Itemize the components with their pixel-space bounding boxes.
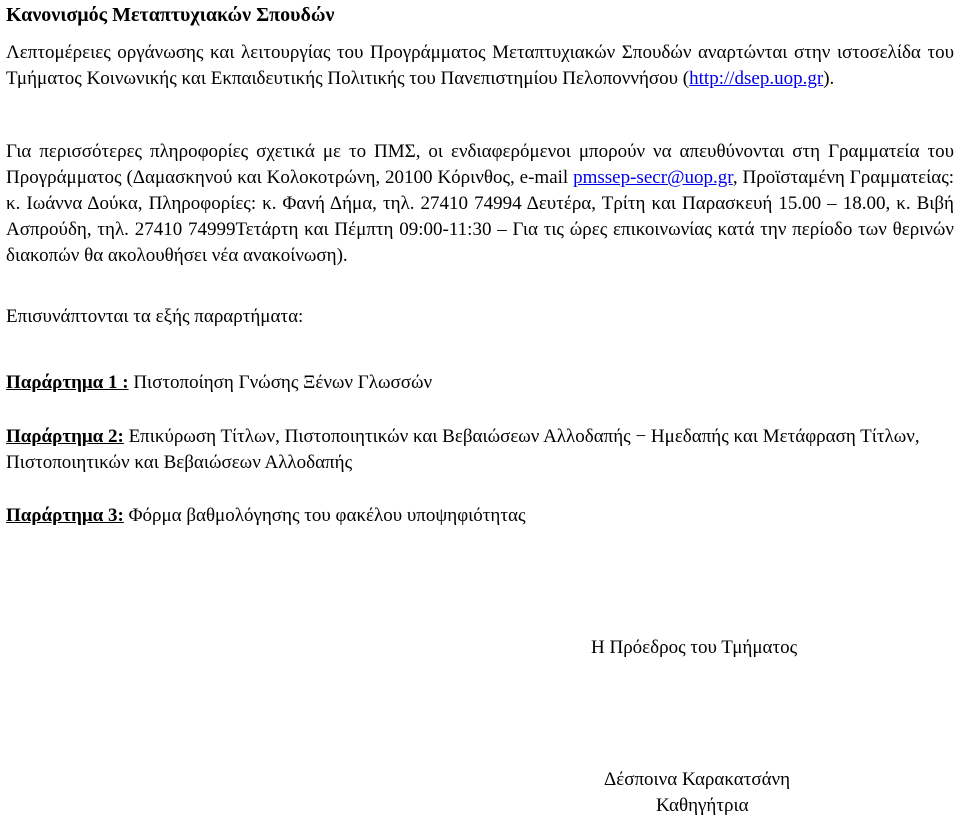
signature-name: Δέσποινα Καρακατσάνη [604,769,791,790]
annex-text: Πιστοποίηση Γνώσης Ξένων Γλωσσών [128,372,433,393]
signature-role: Η Πρόεδρος του Τμήματος [591,637,798,658]
document-title: Κανονισμός Μεταπτυχιακών Σπουδών [6,4,335,26]
annex-label: Παράρτημα 2: [6,426,124,447]
paragraph-contact-text: Για περισσότερες πληροφορίες σχετικά με το ΠΜΣ, οι ενδιαφερόμενοι μπορούν να απευθύνονται στη Γραμματεία του Προγράμματος (Δαμασκηνού και Κολοκοτρώνη, 20100 Κόρινθος, e-mail [6,141,954,188]
signature-title: Καθηγήτρια [656,795,749,816]
secretariat-email-link[interactable]: pmssep-secr@uop.gr [573,167,733,188]
annexes-intro: Επισυνάπτονται τα εξής παραρτήματα: [6,306,304,327]
paragraph-details [6,40,954,92]
annex-item [6,424,954,476]
annex-label: Παράρτημα 3: [6,505,124,526]
paragraph-details-text: Λεπτομέρειες οργάνωσης και λειτουργίας του Προγράμματος Μεταπτυχιακών Σπουδών αναρτώνται στην ιστοσελίδα του Τμήματος Κοινωνικής και Εκπαιδευτικής Πολιτικής του Πανεπιστημίου Πελοποννήσου ( [6,42,954,89]
annex-text: Επικύρωση Τίτλων, Πιστοποιητικών και Βεβαιώσεων Αλλοδαπής − Ημεδαπής και Μετάφραση Τίτλων, Πιστοποιητικών και Βεβαιώσεων Αλλοδαπής [6,426,920,473]
annex-item [6,503,954,529]
paragraph-details-tail: ). [823,68,835,89]
annex-label: Παράρτημα 1 : [6,372,129,393]
department-website-link[interactable]: http://dsep.uop.gr [689,68,824,89]
annex-text: Φόρμα βαθμολόγησης του φακέλου υποψηφιότητας [123,505,526,526]
paragraph-contact-tail: , Προϊσταμένη Γραμματείας: κ. Ιωάννα Δούκα, Πληροφορίες: κ. Φανή Δήμα, τηλ. 27410 74994 Δευτέρα, Τρίτη και Παρασκευή 15.00 – 18.00, κ. Βιβή Ασπρούδη, τηλ. 27410 74999Τετάρτη και Πέμπτη 09:00-11:30 – Για τις ώρες επικοινωνίας κατά την περίοδο των θερινών διακοπών θα ακολουθήσει νέα ανακοίνωση). [6,167,954,266]
annex-item [6,370,954,396]
paragraph-contact [6,139,954,269]
